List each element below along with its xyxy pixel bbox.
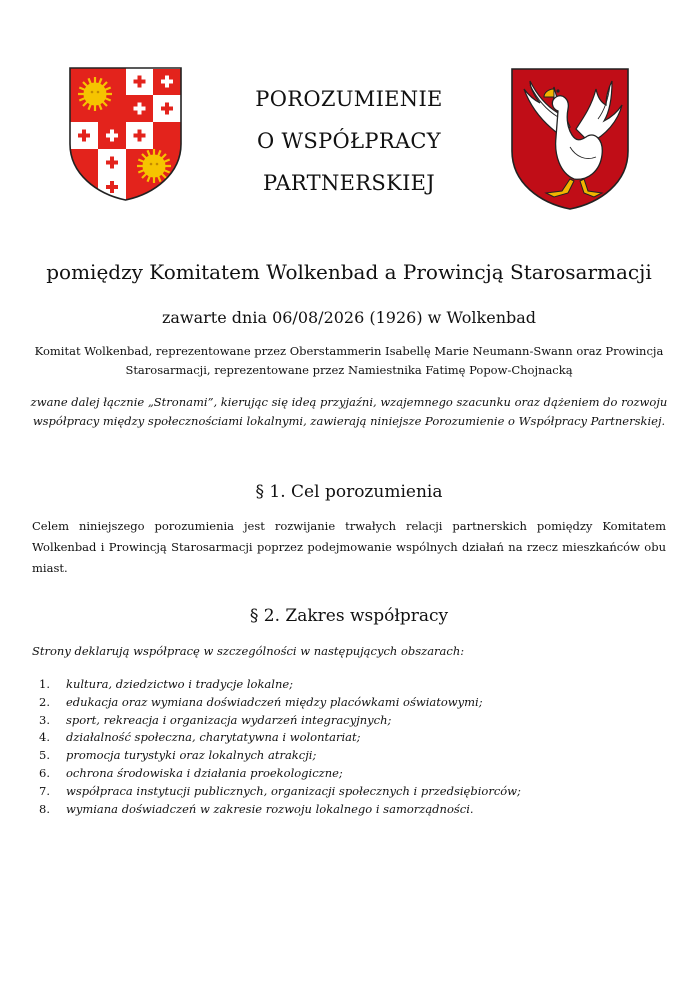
list-item-number: 8. bbox=[39, 801, 50, 816]
list-item-text: współpraca instytucji publicznych, organizacji społecznych i przedsiębiorców; bbox=[66, 783, 521, 798]
title-line-3: PARTNERSKIEJ bbox=[262, 171, 436, 195]
preamble-paragraph: zwane dalej łącznie „Stronami”, kierując się ideą przyjaźni, wzajemnego szacunku oraz dążeniem do rozwoju współpracy między społecznościami lokalnymi, zawierają niniejsze Porozumienie o Współpracy Partnerskiej. bbox=[30, 395, 668, 428]
agreement-date-place: zawarte dnia 06/08/2026 (1926) w Wolkenbad bbox=[161, 308, 537, 327]
list-item-number: 6. bbox=[39, 765, 50, 780]
list-item bbox=[32, 801, 672, 819]
cooperation-areas-list bbox=[32, 676, 672, 818]
list-item bbox=[32, 712, 672, 730]
list-item-text: sport, rekreacja i organizacja wydarzeń integracyjnych; bbox=[66, 712, 392, 727]
section-1-body: Celem niniejszego porozumienia jest rozwijanie trwałych relacji partnerskich pomiędzy Komitatem Wolkenbad i Prowincją Starosarmacji poprzez podejmowanie wspólnych działań na rzecz mieszkańców obu miast. bbox=[32, 519, 666, 575]
list-item-number: 1. bbox=[39, 677, 50, 691]
list-item-number: 5. bbox=[39, 748, 50, 763]
document-title bbox=[200, 78, 498, 204]
list-item-text: ochrona środowiska i działania proekologiczne; bbox=[66, 765, 343, 780]
section-2-heading: § 2. Zakres współpracy bbox=[249, 606, 449, 626]
list-item-number: 4. bbox=[39, 730, 50, 745]
section-1-heading: § 1. Cel porozumienia bbox=[255, 482, 443, 502]
list-item bbox=[32, 747, 672, 765]
title-line-2: O WSPÓŁPRACY bbox=[257, 129, 441, 153]
parties-paragraph: Komitat Wolkenbad, reprezentowane przez Oberstammerin Isabellę Marie Neumann-Swann oraz Prowincja Starosarmacji, reprezentowane przez Namiestnika Fatimę Popow-Chojnacką bbox=[34, 344, 664, 377]
list-item bbox=[32, 694, 672, 712]
coat-of-arms-wolkenbad bbox=[68, 66, 183, 202]
coat-of-arms-starosarmacja bbox=[510, 67, 630, 211]
list-item-number: 2. bbox=[39, 694, 50, 709]
list-item-text: edukacja oraz wymiana doświadczeń między placówkami oświatowymi; bbox=[66, 694, 483, 709]
list-item-text: wymiana doświadczeń w zakresie rozwoju lokalnego i samorządności. bbox=[66, 801, 474, 816]
list-item bbox=[32, 765, 672, 783]
agreement-subtitle: pomiędzy Komitatem Wolkenbad a Prowincją Starosarmacji bbox=[46, 260, 652, 284]
list-item bbox=[32, 676, 672, 694]
list-item-text: kultura, dziedzictwo i tradycje lokalne; bbox=[66, 677, 294, 691]
list-item-text: działalność społeczna, charytatywna i wolontariat; bbox=[66, 730, 361, 745]
title-line-1: POROZUMIENIE bbox=[255, 87, 443, 111]
list-item bbox=[32, 783, 672, 801]
list-item bbox=[32, 729, 672, 747]
section-2-intro: Strony deklarują współpracę w szczególności w następujących obszarach: bbox=[32, 644, 465, 658]
list-item-text: promocja turystyki oraz lokalnych atrakcji; bbox=[66, 748, 317, 763]
list-item-number: 3. bbox=[39, 712, 50, 727]
list-item-number: 7. bbox=[39, 783, 50, 798]
